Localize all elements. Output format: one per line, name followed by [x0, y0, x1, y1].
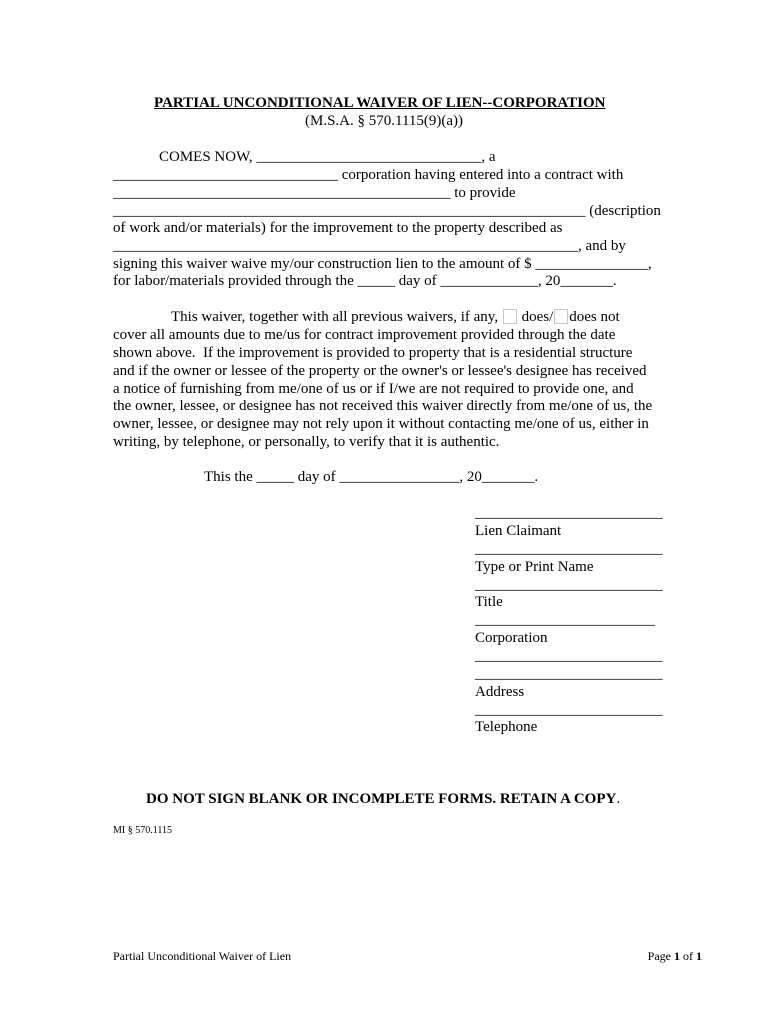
- page-current: 1: [674, 949, 680, 963]
- page-of: of: [680, 949, 696, 963]
- page-total: 1: [696, 949, 702, 963]
- warning-notice: [146, 790, 620, 808]
- warning-period: .: [616, 791, 621, 807]
- code-reference: MI § 570.1115: [113, 825, 172, 836]
- title-label: Title: [475, 594, 503, 610]
- page-number: [648, 949, 702, 963]
- paragraph-line: for labor/materials provided through the _____ day of _____________, 20_______.: [113, 273, 617, 289]
- paragraph-line: owner, lessee, or designee may not rely upon it without contacting me/one of us, either in: [113, 416, 649, 432]
- paragraph-line: cover all amounts due to me/us for contract improvement provided through the date: [113, 327, 616, 343]
- warning-text: DO NOT SIGN BLANK OR INCOMPLETE FORMS. RETAIN A COPY: [146, 791, 617, 807]
- signature-line[interactable]: _________________________: [475, 505, 663, 521]
- paragraph-line: shown above. If the improvement is provided to property that is a residential structure: [113, 345, 633, 361]
- paragraph-line: of work and/or materials) for the improvement to the property described as: [113, 220, 563, 236]
- signature-line[interactable]: _________________________: [475, 577, 663, 593]
- waiver-text-prefix: This waiver, together with all previous waivers, if any,: [171, 309, 499, 325]
- paragraph-line: the owner, lessee, or designee has not received this waiver directly from me/one of us, the: [113, 398, 653, 414]
- signature-line[interactable]: _________________________: [475, 702, 663, 718]
- does-checkbox[interactable]: [503, 309, 517, 324]
- lien-claimant-label: Lien Claimant: [475, 523, 562, 539]
- date-line: This the _____ day of ________________, 20_______.: [204, 469, 539, 485]
- paragraph-line: and if the owner or lessee of the property or the owner's or lessee's designee has received: [113, 363, 647, 379]
- paragraph-line: _____________________________________________ to provide: [113, 185, 516, 201]
- paragraph-line: ______________________________ corporation having entered into a contract with: [113, 167, 624, 183]
- does-not-label: does not: [569, 309, 620, 325]
- signature-line[interactable]: ________________________: [475, 612, 655, 628]
- paragraph-line: COMES NOW, ______________________________, a: [159, 149, 496, 165]
- statute-citation: (M.S.A. § 570.1115(9)(a)): [305, 113, 464, 129]
- corporation-label: Corporation: [475, 630, 548, 646]
- does-label: does/: [521, 309, 554, 325]
- signature-line[interactable]: _________________________: [475, 648, 663, 664]
- paragraph-line: a notice of furnishing from me/one of us or if I/we are not required to provide one, and: [113, 381, 634, 397]
- signature-line[interactable]: _________________________: [475, 666, 663, 682]
- signature-line[interactable]: _________________________: [475, 541, 663, 557]
- paragraph-line: _______________________________________________________________ (description: [113, 203, 661, 219]
- paragraph-line: signing this waiver waive my/our construction lien to the amount of $ _______________,: [113, 256, 652, 272]
- waiver-first-line: [171, 308, 620, 326]
- form-title: PARTIAL UNCONDITIONAL WAIVER OF LIEN--CORPORATION: [154, 95, 606, 111]
- page-prefix: Page: [647, 949, 674, 963]
- does-not-checkbox[interactable]: [554, 309, 568, 324]
- paragraph-line: ______________________________________________________________, and by: [113, 238, 626, 254]
- address-label: Address: [475, 684, 525, 700]
- footer-title: Partial Unconditional Waiver of Lien: [113, 949, 292, 963]
- print-name-label: Type or Print Name: [475, 559, 594, 575]
- paragraph-line: writing, by telephone, or personally, to verify that it is authentic.: [113, 434, 500, 450]
- telephone-label: Telephone: [475, 719, 538, 735]
